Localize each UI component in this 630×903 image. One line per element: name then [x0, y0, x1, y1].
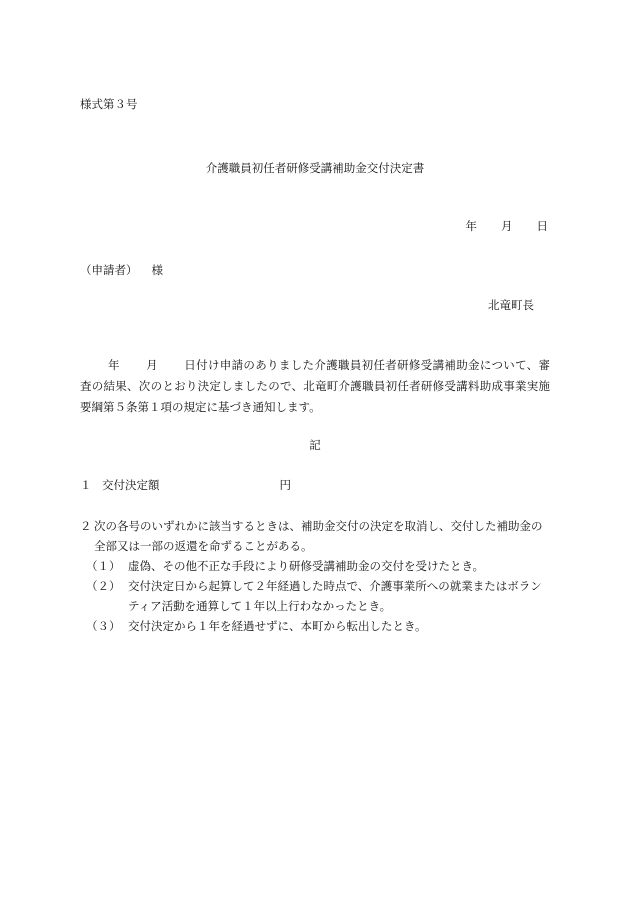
subitem-2-number: （２） — [86, 579, 121, 593]
subitem-3-text: 交付決定から１年を経過せずに、本町から転出したとき。 — [128, 619, 427, 633]
date-day-label: 日 — [536, 219, 548, 233]
date-line — [466, 218, 549, 234]
document-title: 介護職員初任者研修受講補助金交付決定書 — [205, 161, 425, 175]
item2-number: ２ — [80, 519, 92, 533]
item2-text: 次の各号のいずれかに該当するときは、補助金交付の決定を取消し、交付した補助金の全部又は一部の返還を命ずることがある。 — [94, 519, 543, 553]
item-revocation-conditions — [80, 516, 552, 636]
body-month-label: 月 — [145, 358, 158, 372]
form-number: 様式第３号 — [80, 97, 138, 111]
subitem-3 — [80, 616, 552, 636]
ki-heading: 記 — [309, 438, 321, 452]
item-grant-amount — [80, 477, 291, 493]
applicant-honorific: 様 — [151, 263, 163, 277]
notice-body — [80, 355, 550, 418]
date-month-label: 月 — [501, 219, 513, 233]
body-text: 日付け申請のありました介護職員初任者研修受講補助金について、審査の結果、次のとおり決定しましたので、北竜町介護職員初任者研修受講料助成事業実施要綱第５条第１項の規定に基づき通知します。 — [80, 358, 551, 414]
item1-unit: 円 — [279, 478, 291, 492]
subitem-2-text: 交付決定日から起算して２年経過した時点で、介護事業所への就業またはボランティア活動を通算して１年以上行わなかったとき。 — [128, 579, 542, 613]
issuer-name: 北竜町長 — [488, 298, 534, 312]
subitem-1-text: 虚偽、その他不正な手段により研修受講補助金の交付を受けたとき。 — [128, 559, 485, 573]
subitem-2 — [80, 576, 552, 616]
item1-label: 交付決定額 — [102, 478, 160, 492]
body-year-label: 年 — [108, 358, 120, 372]
item1-number: １ — [80, 478, 92, 492]
subitem-1 — [80, 556, 552, 576]
item2-paragraph — [80, 516, 552, 556]
date-year-label: 年 — [465, 219, 477, 233]
applicant-label: （申請者） — [80, 263, 138, 277]
subitem-3-number: （３） — [86, 619, 121, 633]
subitem-1-number: （１） — [86, 559, 121, 573]
applicant-line — [80, 262, 163, 278]
